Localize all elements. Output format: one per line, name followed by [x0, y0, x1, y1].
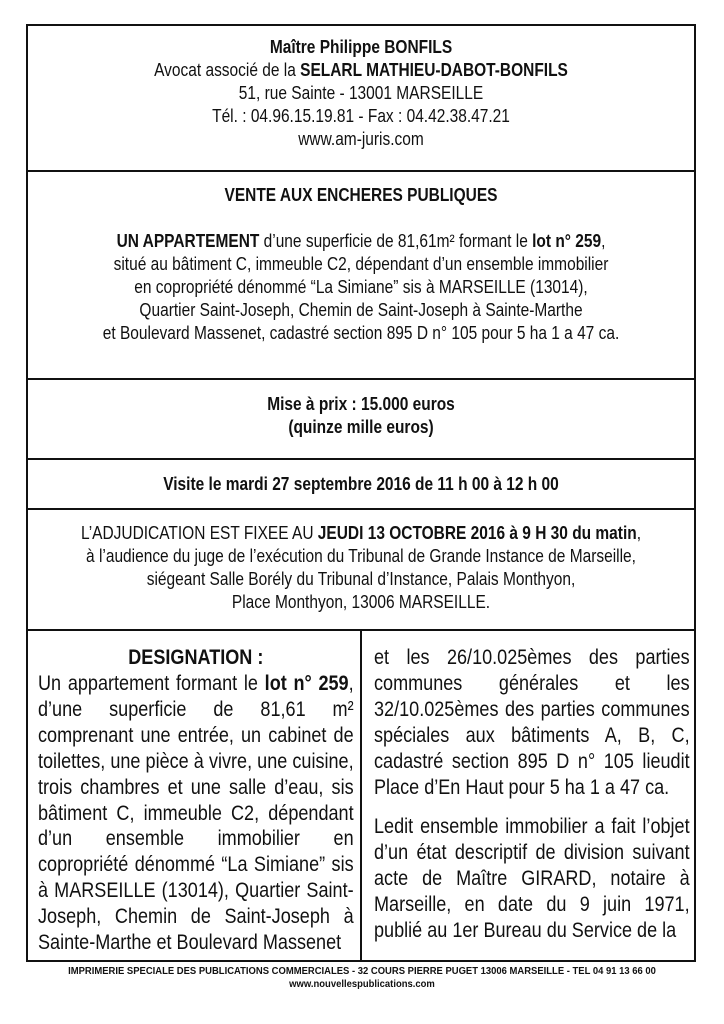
- adjudication-suffix: ,: [636, 523, 642, 543]
- starting-price: Mise à prix : 15.000 euros: [267, 394, 455, 414]
- starting-price-words: (quinze mille euros): [288, 417, 434, 437]
- property-area: d’une superficie de 81,61m² formant le: [259, 231, 533, 251]
- line1-end: ,: [601, 231, 606, 251]
- designation-left-rest: , d’une superficie de 81,61 m² comprenant une entrée, un cabinet de toilettes, une pièce à vivre, une cuisine, trois chambres et une salle d’eau, sis bâtiment C, immeuble C2, dépendant d’un ensemble immobilier en copropriété dénommé “La Simiane” sis à MARSEILLE (13014), Quartier Saint-Joseph, Chemin de Saint-Joseph à Sainte-Marthe et Boulevard Massenet: [38, 672, 354, 955]
- designation-right-para-1: et les 26/10.025èmes des parties communes générales et les 32/10.025èmes des parties communes spéciales aux bâtiments A, B, C, cadastré section 895 D n° 105 lieudit Place d’En Haut pour 5 ha 1 a 47 ca.: [374, 646, 690, 799]
- firm-prefix: Avocat associé de la: [154, 60, 301, 80]
- price-section: [28, 380, 694, 460]
- lawyer-name: Maître Philippe BONFILS: [269, 37, 453, 57]
- lawyer-phone: Tél. : 04.96.15.19.81 - Fax : 04.42.38.47.21: [212, 106, 510, 126]
- lawyer-address: 51, rue Sainte - 13001 MARSEILLE: [238, 83, 484, 103]
- sale-line-3: en copropriété dénommé “La Simiane” sis à MARSEILLE (13014),: [134, 277, 588, 297]
- sale-title: VENTE AUX ENCHERES PUBLIQUES: [224, 185, 498, 205]
- designation-right-para-2: Ledit ensemble immobilier a fait l’objet d’un état descriptif de division suivant acte de Maître GIRARD, notaire à Marseille, en date du 9 juin 1971, publié au 1er Bureau du Service de la: [374, 815, 690, 943]
- lawyer-header: [28, 26, 694, 172]
- designation-title: DESIGNATION :: [128, 646, 264, 669]
- designation-left-column: [28, 631, 362, 960]
- adjudication-prefix: L’ADJUDICATION EST FIXEE AU: [80, 523, 318, 543]
- printer-info: IMPRIMERIE SPECIALE DES PUBLICATIONS COMMERCIALES - 32 COURS PIERRE PUGET 13006 MARSEILLE - TEL 04 91 13 66 00: [68, 965, 656, 977]
- lawyer-website: www.am-juris.com: [298, 129, 424, 149]
- printer-website: www.nouvellespublications.com: [289, 978, 435, 990]
- firm-name: SELARL MATHIEU-DABOT-BONFILS: [300, 60, 568, 80]
- adjudication-line-3: siégeant Salle Borély du Tribunal d’Instance, Palais Monthyon,: [146, 569, 576, 589]
- designation-right-column: [362, 631, 694, 944]
- notice-frame: [26, 24, 696, 962]
- sale-section: [28, 172, 694, 380]
- designation-columns: [28, 631, 694, 960]
- firm-line: [75, 59, 648, 82]
- designation-left-start: Un appartement formant le: [38, 672, 265, 695]
- property-lot: lot n° 259: [532, 231, 602, 251]
- designation-left-text: [38, 671, 354, 956]
- adjudication-date: JEUDI 13 OCTOBRE 2016 à 9 H 30 du matin: [317, 523, 637, 543]
- sale-line-5: et Boulevard Massenet, cadastré section 895 D n° 105 pour 5 ha 1 a 47 ca.: [102, 323, 620, 343]
- property-type: UN APPARTEMENT: [116, 231, 260, 251]
- sale-line-4: Quartier Saint-Joseph, Chemin de Saint-Joseph à Sainte-Marthe: [139, 300, 583, 320]
- visit-date: Visite le mardi 27 septembre 2016 de 11 h 00 à 12 h 00: [163, 474, 559, 494]
- printer-footer: [0, 965, 724, 991]
- sale-line-2: situé au bâtiment C, immeuble C2, dépendant d’un ensemble immobilier: [113, 254, 609, 274]
- adjudication-line-4: Place Monthyon, 13006 MARSEILLE.: [231, 592, 491, 612]
- sale-line-1: [75, 230, 648, 253]
- adjudication-line-1: [75, 522, 648, 545]
- visit-section: [28, 460, 694, 510]
- adjudication-line-2: à l’audience du juge de l’exécution du Tribunal de Grande Instance de Marseille,: [86, 546, 636, 566]
- designation-lot: lot n° 259: [264, 672, 349, 695]
- designation-right-text: [374, 645, 690, 944]
- adjudication-section: [28, 510, 694, 631]
